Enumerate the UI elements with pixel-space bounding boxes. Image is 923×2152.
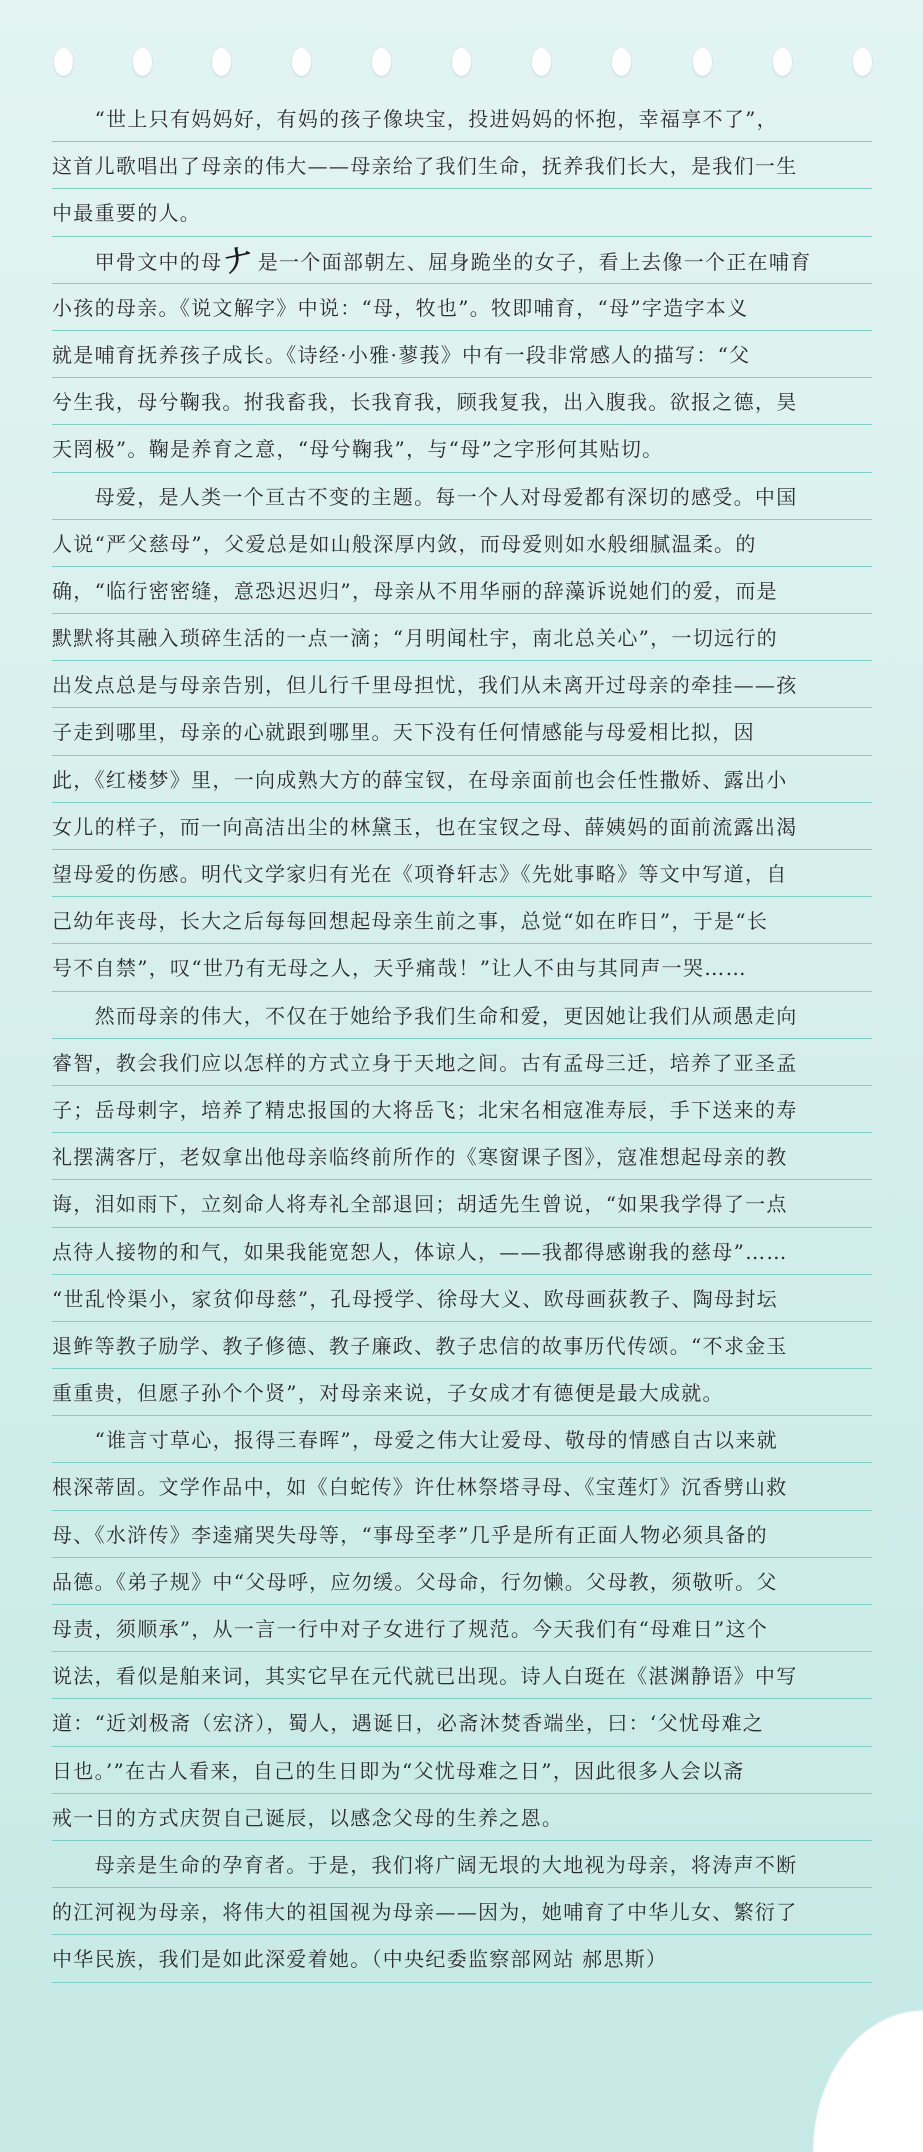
text-line: 就是哺育抚养孩子成长。《诗经·小雅·蓼莪》中有一段非常感人的描写：“父 [52,331,872,378]
text-line: 重重贵，但愿子孙个个贤”，对母亲来说，子女成才有德便是最大成就。 [52,1369,872,1416]
binder-hole [693,48,712,76]
text-line: 道：“近刘极斋（宏济），蜀人，遇诞日，必斋沐焚香端坐，曰：‘父忧母难之 [52,1699,872,1746]
text-line: 母爱，是人类一个亘古不变的主题。每一个人对母爱都有深切的感受。中国 [52,473,872,520]
binder-holes [0,0,923,80]
text-line: 女儿的样子，而一向高洁出尘的林黛玉，也在宝钗之母、薛姨妈的面前流露出渴 [52,803,872,850]
text-line: 母责，须顺承”，从一言一行中对子女进行了规范。今天我们有“母难日”这个 [52,1605,872,1652]
text-line: 此，《红楼梦》里，一向成熟大方的薛宝钗，在母亲面前也会任性撒娇、露出小 [52,756,872,803]
text-segment: 是一个面部朝左、屈身跪坐的女子，看上去像一个正在哺育 [257,249,812,274]
text-line: 人说“严父慈母”，父爱总是如山般深厚内敛，而母爱则如水般细腻温柔。的 [52,520,872,567]
binder-hole [372,48,391,76]
text-line: 号不自禁”，叹“世乃有无母之人，天乎痛哉！”让人不由与其同声一哭…… [52,944,872,991]
text-line: 中最重要的人。 [52,189,872,236]
text-line: 这首儿歌唱出了母亲的伟大——母亲给了我们生命，抚养我们长大，是我们一生 [52,142,872,189]
binder-hole [452,48,471,76]
binder-hole [773,48,792,76]
text-line: 子；岳母刺字，培养了精忠报国的大将岳飞；北宋名相寇准寿辰，手下送来的寿 [52,1086,872,1133]
text-line: 默默将其融入琐碎生活的一点一滴；“月明闻杜宇，南北总关心”，一切远行的 [52,614,872,661]
text-line: 根深蒂固。文学作品中，如《白蛇传》许仕林祭塔寻母、《宝莲灯》沉香劈山救 [52,1463,872,1510]
binder-hole [612,48,631,76]
binder-hole [133,48,152,76]
text-line: 点待人接物的和气，如果我能宽恕人，体谅人，——我都得感谢我的慈母”…… [52,1228,872,1275]
binder-hole [853,48,872,76]
text-line [52,237,872,284]
binder-hole [212,48,231,76]
text-line: “谁言寸草心，报得三春晖”，母爱之伟大让爱母、敬母的情感自古以来就 [52,1416,872,1463]
text-line: 日也。’”在古人看来，自己的生日即为“父忧母难之日”，因此很多人会以斋 [52,1747,872,1794]
text-line: 天罔极”。鞠是养育之意，“母兮鞠我”，与“母”之字形何其贴切。 [52,425,872,472]
binder-hole [292,48,311,76]
text-line: “世乱怜渠小，家贫仰母慈”，孔母授学、徐母大义、欧母画荻教子、陶母封坛 [52,1275,872,1322]
text-line: 己幼年丧母，长大之后每每回想起母亲生前之事，总觉“如在昨日”，于是“长 [52,897,872,944]
text-line: 母、《水浒传》李逵痛哭失母等，“事母至孝”几乎是所有正面人物必须具备的 [52,1511,872,1558]
text-line: 品德。《弟子规》中“父母呼，应勿缓。父母命，行勿懒。父母教，须敬听。父 [52,1558,872,1605]
article-body [52,95,872,1983]
text-line: 出发点总是与母亲告别，但儿行千里母担忧，我们从未离开过母亲的牵挂——孩 [52,661,872,708]
text-line: 兮生我，母兮鞠我。拊我畜我，长我育我，顾我复我，出入腹我。欲报之德，昊 [52,378,872,425]
oracle-bone-mu-glyph: 𠂇 [223,243,257,279]
text-segment: 甲骨文中的母 [52,249,223,274]
text-line: 中华民族，我们是如此深爱着她。（中央纪委监察部网站 郝思斯） [52,1935,872,1982]
text-line: “世上只有妈妈好，有妈的孩子像块宝，投进妈妈的怀抱，幸福享不了”， [52,95,872,142]
text-line: 退鲊等教子励学、教子修德、教子廉政、教子忠信的故事历代传颂。“不求金玉 [52,1322,872,1369]
text-line: 的江河视为母亲，将伟大的祖国视为母亲——因为，她哺育了中华儿女、繁衍了 [52,1888,872,1935]
page-curl [783,1972,923,2152]
text-line: 诲，泪如雨下，立刻命人将寿礼全部退回；胡适先生曾说，“如果我学得了一点 [52,1180,872,1227]
text-line: 母亲是生命的孕育者。于是，我们将广阔无垠的大地视为母亲，将涛声不断 [52,1841,872,1888]
text-line: 望母爱的伤感。明代文学家归有光在《项脊轩志》《先妣事略》等文中写道，自 [52,850,872,897]
binder-hole [532,48,551,76]
text-line: 然而母亲的伟大，不仅在于她给予我们生命和爱，更因她让我们从顽愚走向 [52,992,872,1039]
text-line: 礼摆满客厅，老奴拿出他母亲临终前所作的《寒窗课子图》，寇准想起母亲的教 [52,1133,872,1180]
text-line: 小孩的母亲。《说文解字》中说：“母，牧也”。牧即哺育，“母”字造字本义 [52,284,872,331]
text-line: 说法，看似是舶来词，其实它早在元代就已出现。诗人白珽在《湛渊静语》中写 [52,1652,872,1699]
text-line: 确，“临行密密缝，意恐迟迟归”，母亲从不用华丽的辞藻诉说她们的爱，而是 [52,567,872,614]
text-line: 睿智，教会我们应以怎样的方式立身于天地之间。古有孟母三迁，培养了亚圣孟 [52,1039,872,1086]
text-line: 戒一日的方式庆贺自己诞辰，以感念父母的生养之恩。 [52,1794,872,1841]
text-line: 子走到哪里，母亲的心就跟到哪里。天下没有任何情感能与母爱相比拟，因 [52,708,872,755]
binder-hole [54,48,73,76]
